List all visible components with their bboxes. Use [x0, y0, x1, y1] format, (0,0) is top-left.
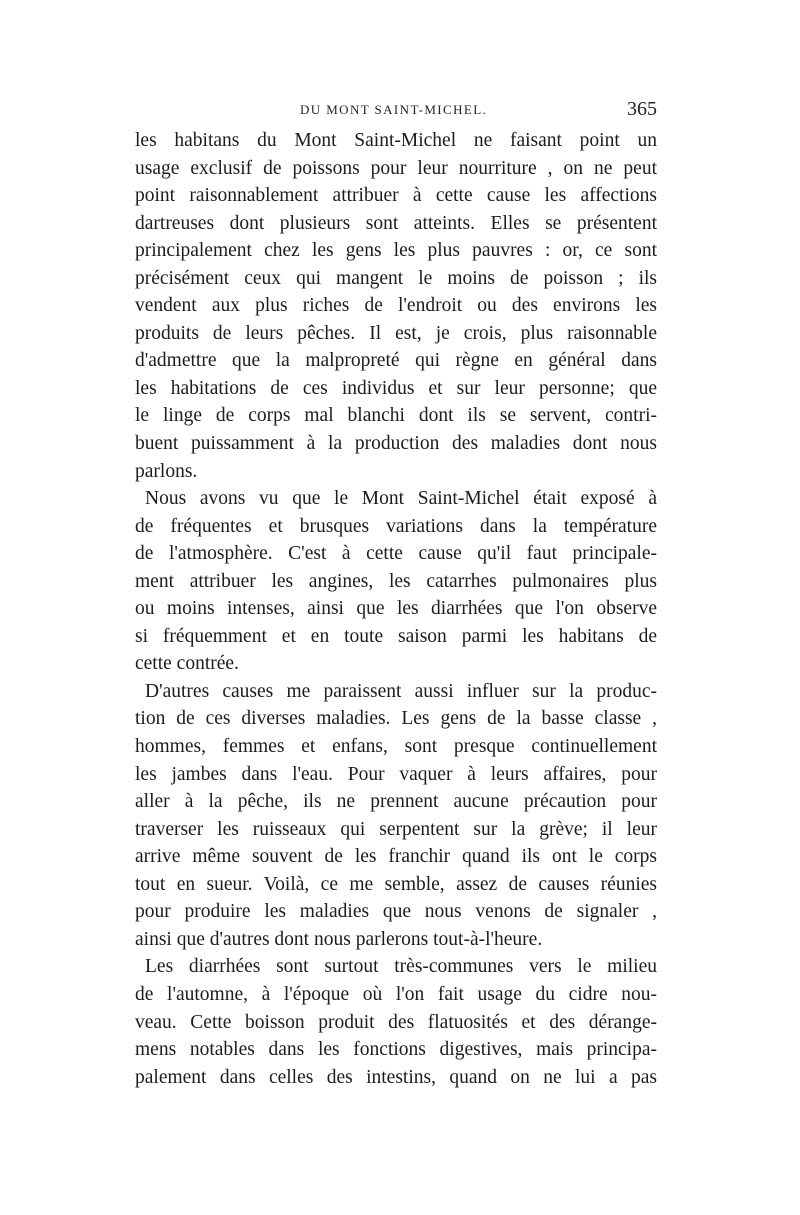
text-line: de l'atmosphère. C'est à cette cause qu'il faut principale-: [135, 543, 657, 565]
text-line: veau. Cette boisson produit des flatuosités et des dérange-: [135, 1011, 657, 1033]
text-line: aller à la pêche, ils ne prennent aucune précaution pour: [135, 791, 657, 813]
text-line: principalement chez les gens les plus pauvres : or, ce sont: [135, 240, 657, 262]
text-line: arrive même souvent de les franchir quand ils ont le corps: [135, 846, 657, 868]
text-line: tion de ces diverses maladies. Les gens de la basse classe ,: [135, 708, 657, 730]
text-line: d'admettre que la malpropreté qui règne en général dans: [135, 350, 657, 372]
text-line: vendent aux plus riches de l'endroit ou des environs les: [135, 295, 657, 317]
text-line: dartreuses dont plusieurs sont atteints. Elles se présentent: [135, 212, 657, 234]
text-line: palement dans celles des intestins, quand on ne lui a pas: [135, 1066, 657, 1088]
text-line: si fréquemment et en toute saison parmi les habitans de: [135, 625, 657, 647]
paragraph-2: [135, 485, 657, 678]
text-line: mens notables dans les fonctions digestives, mais principa-: [135, 1039, 657, 1061]
text-line: hommes, femmes et enfans, sont presque continuellement: [135, 736, 657, 758]
text-line: de fréquentes et brusques variations dans la température: [135, 515, 657, 537]
page-number: 365: [627, 98, 657, 120]
body-text: [135, 127, 657, 1091]
page-header: [135, 98, 657, 128]
text-line: de l'automne, à l'époque où l'on fait usage du cidre nou-: [135, 983, 657, 1005]
paragraph-4: [135, 953, 657, 1091]
text-line: point raisonnablement attribuer à cette cause les affections: [135, 185, 657, 207]
text-line: traverser les ruisseaux qui serpentent sur la grève; il leur: [135, 818, 657, 840]
text-line: précisément ceux qui mangent le moins de poisson ; ils: [135, 267, 657, 289]
text-line: les jambes dans l'eau. Pour vaquer à leurs affaires, pour: [135, 763, 657, 785]
text-line: buent puissamment à la production des maladies dont nous: [135, 433, 657, 455]
text-line: Les diarrhées sont surtout très-communes vers le milieu: [145, 956, 657, 978]
text-line: tout en sueur. Voilà, ce me semble, assez de causes réunies: [135, 873, 657, 895]
text-line: les habitations de ces individus et sur leur personne; que: [135, 377, 657, 399]
text-line: Nous avons vu que le Mont Saint-Michel était exposé à: [145, 488, 657, 510]
text-line: ment attribuer les angines, les catarrhes pulmonaires plus: [135, 570, 657, 592]
text-line: les habitans du Mont Saint-Michel ne faisant point un: [135, 130, 657, 151]
text-line: cette contrée.: [135, 653, 239, 675]
text-line: produits de leurs pêches. Il est, je crois, plus raisonnable: [135, 322, 657, 344]
text-line: D'autres causes me paraissent aussi influer sur la produc-: [145, 680, 657, 702]
text-line: le linge de corps mal blanchi dont ils se servent, contri-: [135, 405, 657, 427]
running-title: DU MONT SAINT-MICHEL.: [300, 102, 488, 117]
paragraph-3: [135, 678, 657, 953]
text-line: pour produire les maladies que nous venons de signaler ,: [135, 901, 657, 923]
text-line: ou moins intenses, ainsi que les diarrhées que l'on observe: [135, 598, 657, 620]
text-line: parlons.: [135, 460, 198, 482]
text-line: ainsi que d'autres dont nous parlerons tout-à-l'heure.: [135, 928, 543, 950]
text-line: usage exclusif de poissons pour leur nourriture , on ne peut: [135, 157, 657, 179]
paragraph-1: [135, 127, 657, 485]
